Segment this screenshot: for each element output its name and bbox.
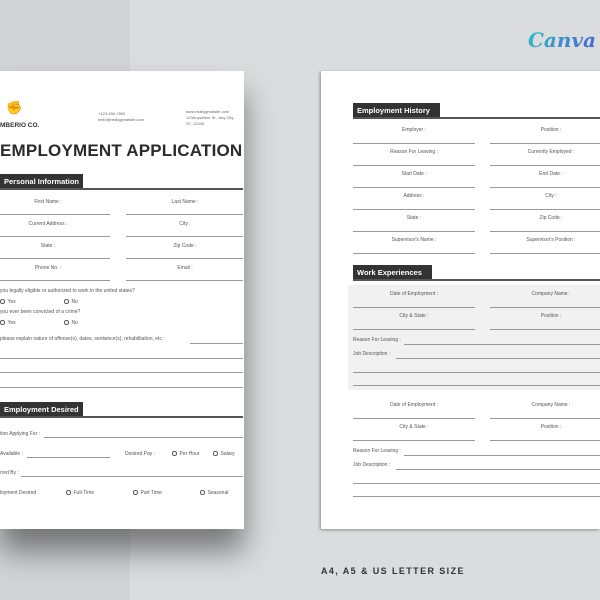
field-line[interactable] <box>353 307 475 308</box>
checkbox-full-time[interactable] <box>66 490 94 496</box>
page-title: EMPLOYMENT APPLICATION <box>0 141 243 160</box>
field-line[interactable] <box>353 372 600 373</box>
radio-yes[interactable] <box>0 320 16 326</box>
field-label: Employer : <box>402 127 426 133</box>
field-line[interactable] <box>0 387 243 388</box>
field-label: Supervisor's Name : <box>391 237 437 243</box>
field-label: Email : <box>177 265 193 271</box>
field-line[interactable] <box>190 343 243 344</box>
field-label: City : <box>545 193 557 199</box>
field-line[interactable] <box>353 440 475 441</box>
job-description-label: Job Description : <box>353 462 391 468</box>
radio-icon[interactable] <box>64 299 69 304</box>
section-work-experiences: Work Experiences <box>353 265 432 280</box>
company-address: 123Anywhere St., Any City, <box>186 115 235 120</box>
field-line[interactable] <box>396 358 600 359</box>
field-label: End Date : <box>539 171 563 177</box>
radio-no[interactable] <box>64 299 78 305</box>
field-line[interactable] <box>396 469 600 470</box>
employment-desired-label: loyment Desired : <box>0 490 39 496</box>
field-line[interactable] <box>126 280 243 281</box>
field-line[interactable] <box>353 483 600 484</box>
field-line[interactable] <box>353 418 475 419</box>
section-personal-information: Personal Information <box>0 174 83 189</box>
field-line[interactable] <box>27 457 110 458</box>
desired-pay-label: Desired Pay : <box>125 451 156 457</box>
date-of-employment-label: Date of Employment : <box>389 291 439 297</box>
radio-label: No <box>71 320 78 326</box>
field-line[interactable] <box>353 385 600 386</box>
field-label: State : <box>406 215 422 221</box>
page-2 <box>321 71 600 529</box>
field-line[interactable] <box>0 214 110 215</box>
company-phone: +123-456-7890 <box>98 111 126 116</box>
radio-label: No <box>71 299 78 305</box>
radio-icon[interactable] <box>0 320 5 325</box>
radio-label: Salary <box>220 451 235 457</box>
field-line[interactable] <box>490 440 600 441</box>
field-label: Address : <box>403 193 425 199</box>
city-state-label: City & State : <box>399 424 429 430</box>
reason-for-leaving-label: Reason For Leaving : <box>353 448 401 454</box>
company-name-label: Company Name : <box>531 291 571 297</box>
page-1 <box>0 71 244 529</box>
field-label: First Name : <box>34 199 62 205</box>
field-line[interactable] <box>0 258 110 259</box>
field-label: State : <box>40 243 56 249</box>
field-label: Last Name : <box>171 199 199 205</box>
radio-icon[interactable] <box>64 320 69 325</box>
field-label: Zip Code : <box>539 215 563 221</box>
field-label: Start Date : <box>401 171 427 177</box>
field-label: Currently Employed : <box>527 149 575 155</box>
radio-yes[interactable] <box>0 299 16 305</box>
radio-icon[interactable] <box>213 451 218 456</box>
field-line[interactable] <box>126 236 243 237</box>
job-description-label: Job Description : <box>353 351 391 357</box>
field-label: Phone No. : <box>34 265 62 271</box>
position-label: Position : <box>540 313 562 319</box>
field-line[interactable] <box>490 209 600 210</box>
field-line[interactable] <box>490 418 600 419</box>
question-eligible: you legally eligible or authorized to work in the united states? <box>0 288 135 294</box>
section-employment-desired: Employment Desired <box>0 402 83 417</box>
company-name-label: Company Name : <box>531 402 571 408</box>
hand-logo-icon: ✊ <box>6 100 23 115</box>
field-line[interactable] <box>490 253 600 254</box>
field-line[interactable] <box>126 214 243 215</box>
field-line[interactable] <box>353 231 475 232</box>
city-state-label: City & State : <box>399 313 429 319</box>
section-rule <box>353 117 600 119</box>
checkbox-seasonal[interactable] <box>200 490 228 496</box>
field-line[interactable] <box>44 437 243 438</box>
radio-no[interactable] <box>64 320 78 326</box>
radio-icon[interactable] <box>172 451 177 456</box>
radio-icon[interactable] <box>66 490 71 495</box>
field-label: Supervisor's Position : <box>526 237 576 243</box>
field-label: City : <box>179 221 191 227</box>
field-line[interactable] <box>0 280 110 281</box>
field-line[interactable] <box>404 455 600 456</box>
field-label: Current Address : <box>28 221 68 227</box>
reason-for-leaving-label: Reason For Leaving : <box>353 337 401 343</box>
date-of-employment-label: Date of Employment : <box>389 402 439 408</box>
field-line[interactable] <box>353 253 475 254</box>
company-name: MBERIO CO. <box>0 122 40 129</box>
radio-salary[interactable] <box>213 451 235 457</box>
radio-label: Per Hour <box>179 451 200 457</box>
field-line[interactable] <box>353 496 600 497</box>
field-line[interactable] <box>353 187 475 188</box>
question-convicted: you ever been convicted of a crime? <box>0 309 81 315</box>
section-rule <box>0 416 243 418</box>
company-website: www.reallygreatsite.com <box>186 109 230 114</box>
size-caption: A4, A5 & US LETTER SIZE <box>321 566 465 576</box>
section-employment-history: Employment History <box>353 103 440 118</box>
field-label: Reason For Leaving : <box>390 149 438 155</box>
radio-label: Yes <box>7 299 16 305</box>
field-line[interactable] <box>353 209 475 210</box>
applying-for-label: tion Applying For : <box>0 431 41 437</box>
field-label: Zip Code : <box>173 243 197 249</box>
field-line[interactable] <box>404 344 600 345</box>
field-line[interactable] <box>21 476 243 477</box>
section-rule <box>0 188 243 190</box>
field-line[interactable] <box>490 231 600 232</box>
radio-label: Yes <box>7 320 16 326</box>
field-line[interactable] <box>0 236 110 237</box>
field-line[interactable] <box>490 187 600 188</box>
field-line[interactable] <box>353 143 475 144</box>
checkbox-part-time[interactable] <box>133 490 162 496</box>
explain-label: please explain nature of offense(s), dates, sentwnce(s), rehabilitation, etc : <box>0 336 165 342</box>
radio-icon[interactable] <box>0 299 5 304</box>
section-rule <box>353 279 600 281</box>
field-line[interactable] <box>0 358 243 359</box>
radio-icon[interactable] <box>200 490 205 495</box>
company-email: hello@reallygreatsite.com <box>98 117 145 122</box>
field-line[interactable] <box>353 165 475 166</box>
radio-label: Part Time <box>140 490 162 496</box>
field-line[interactable] <box>126 258 243 259</box>
radio-label: Full-Time <box>73 490 95 496</box>
field-line[interactable] <box>353 329 475 330</box>
field-line[interactable] <box>0 372 243 373</box>
field-line[interactable] <box>490 143 600 144</box>
radio-per-hour[interactable] <box>172 451 200 457</box>
position-label: Position : <box>540 424 562 430</box>
referred-by-label: rred By : <box>0 470 19 476</box>
canva-logo: Canva <box>528 28 596 52</box>
available-label: Available : <box>0 451 23 457</box>
radio-label: Seasonal <box>207 490 229 496</box>
field-line[interactable] <box>490 329 600 330</box>
field-label: Position : <box>540 127 562 133</box>
radio-icon[interactable] <box>133 490 138 495</box>
company-address-zip: ST, 12345 <box>186 121 205 126</box>
field-line[interactable] <box>490 307 600 308</box>
field-line[interactable] <box>490 165 600 166</box>
